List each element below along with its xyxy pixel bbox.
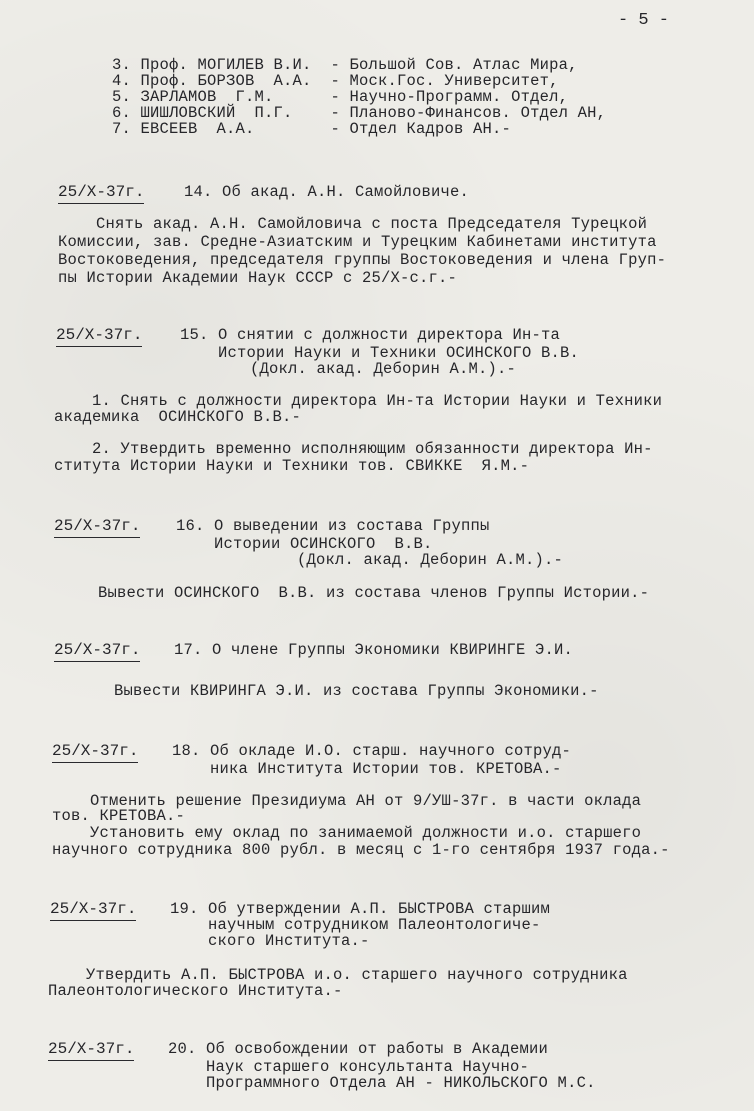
item-title: 18. Об окладе И.О. старш. научного сотруд- [172,742,572,760]
item-date: 25/Х-37г. [48,1040,134,1061]
item-title: ского Института.- [170,932,370,950]
item-date: 25/Х-37г. [56,326,142,347]
item-title: 16. О выведении из состава Группы [176,517,490,535]
item-body-line: академика ОСИНСКОГО В.В.- [54,408,302,426]
item-body-line: Установить ему оклад по занимаемой должности и.о. старшего [52,824,642,842]
item-body-line: Вывести ОСИНСКОГО В.В. из состава членов Группы Истории.- [60,584,650,602]
item-body-line: пы Истории Академии Наук СССР с 25/Х-с.г.- [58,269,458,287]
item-body-line: Вывести КВИРИНГА Э.И. из состава Группы Экономики.- [76,682,599,700]
item-body-line: тов. КРЕТОВА.- [52,807,186,825]
page-number: - 5 - [618,11,670,30]
item-body-line: Комиссии, зав. Средне-Азиатским и Турецким Кабинетами института [58,233,657,251]
list-item: 7. ЕВСЕЕВ А.А. - Отдел Кадров АН.- [112,120,512,138]
item-title: 20. Об освобождении от работы в Академии [168,1040,549,1058]
list-item: 4. Проф. БОРЗОВ А.А. - Моск.Гос. Университет, [112,72,559,90]
item-body-line: 2. Утвердить временно исполняющим обязанности директора Ин- [54,440,653,458]
item-date: 25/Х-37г. [58,183,144,204]
item-title: 15. О снятии с должности директора Ин-та [180,326,561,344]
item-date: 25/Х-37г. [54,517,140,538]
item-title: 14. Об акад. А.Н. Самойловиче. [184,183,470,201]
item-title: научным сотрудником Палеонтологиче- [170,916,541,934]
item-title: Наук старшего консультанта Научно- [168,1058,530,1076]
item-body-line: научного сотрудника 800 рубл. в месяц с 1-го сентября 1937 года.- [52,841,670,859]
item-date: 25/Х-37г. [50,900,136,921]
list-item: 3. Проф. МОГИЛЕВ В.И. - Большой Сов. Атлас Мира, [112,56,578,74]
list-item: 5. ЗАРЛАМОВ Г.М. - Научно-Программ. Отдел, [112,88,569,106]
item-title: Истории Науки и Техники ОСИНСКОГО В.В. [180,344,580,362]
item-body-line: Утвердить А.П. БЫСТРОВА и.о. старшего научного сотрудника [48,966,628,984]
item-title: 17. О члене Группы Экономики КВИРИНГЕ Э.И. [174,641,574,659]
item-title: (Докл. акад. Деборин А.М.).- [212,360,517,378]
item-body-line: Отменить решение Президиума АН от 9/УШ-37г. в части оклада [52,792,642,810]
item-date: 25/Х-37г. [52,742,138,763]
item-body-line: 1. Снять с должности директора Ин-та Истории Науки и Техники [54,392,663,410]
item-title: (Докл. акад. Деборин А.М.).- [240,551,564,569]
list-item: 6. ШИШЛОВСКИЙ П.Г. - Планово-Финансов. Отдел АН, [112,104,607,122]
item-title: Истории ОСИНСКОГО В.В. [176,535,433,553]
item-title: Программного Отдела АН - НИКОЛЬСКОГО М.С. [168,1074,596,1092]
item-body-line: Снять акад. А.Н. Самойловича с поста Председателя Турецкой [58,215,648,233]
item-body-line: Палеонтологического Института.- [48,982,343,1000]
item-body-line: ститута Истории Науки и Техники тов. СВИККЕ Я.М.- [54,457,530,475]
item-title: 19. Об утверждении А.П. БЫСТРОВА старшим [170,900,551,918]
item-body-line: Востоковедения, председателя группы Востоковедения и члена Груп- [58,251,667,269]
item-title: ника Института Истории тов. КРЕТОВА.- [172,760,562,778]
item-date: 25/Х-37г. [54,641,140,662]
